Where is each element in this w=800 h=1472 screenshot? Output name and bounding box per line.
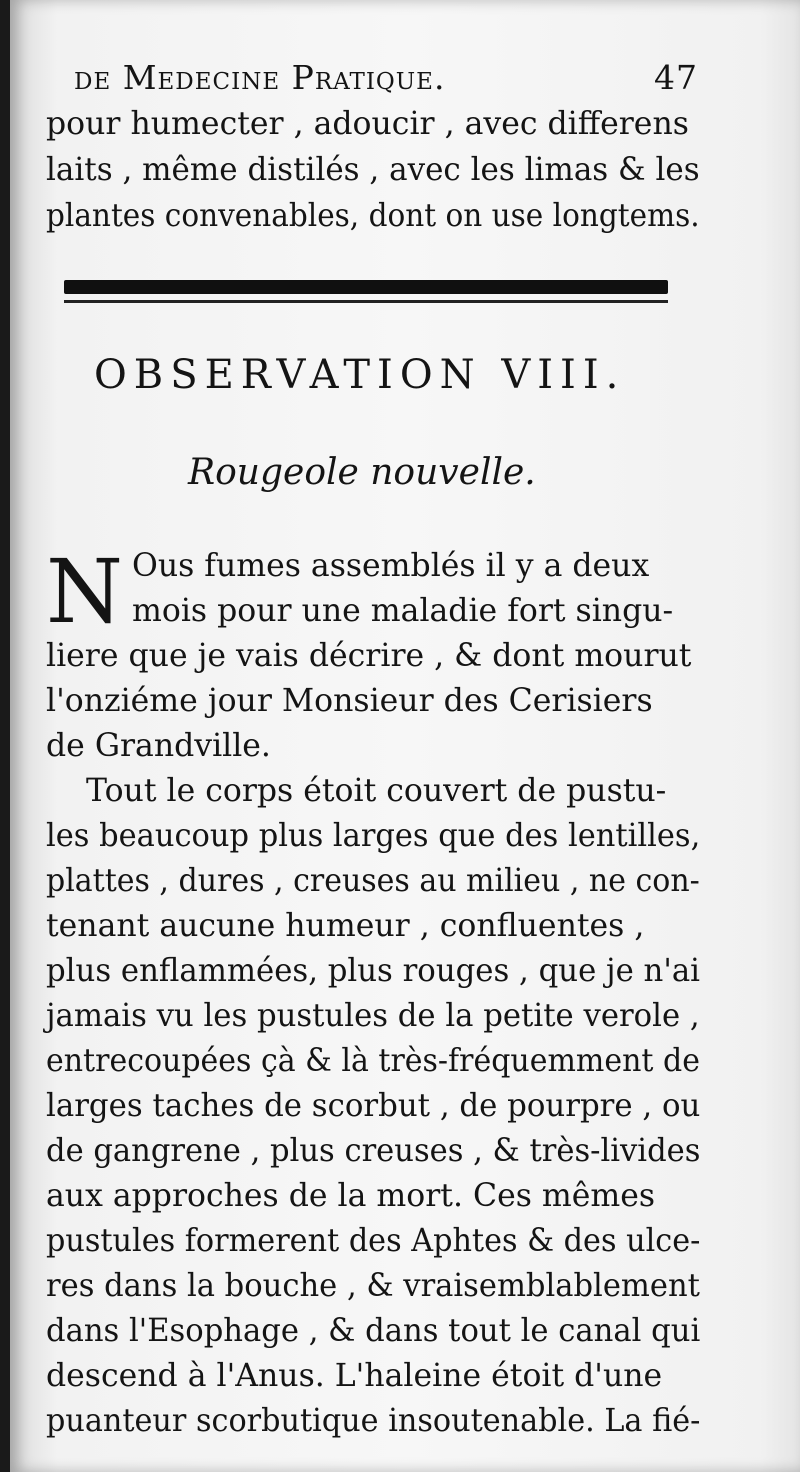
observation-subtitle: Rougeole nouvelle.: [188, 452, 536, 493]
text-line: res dans la bouche , & vraisemblablement: [46, 1268, 700, 1304]
text-line: mois pour une maladie fort singu-: [132, 593, 674, 629]
text-line: Tout le corps étoit couvert de pustu-: [86, 773, 667, 809]
text-line: descend à l'Anus. L'haleine étoit d'une: [46, 1358, 663, 1394]
observation-title: OBSERVATION VIII.: [94, 352, 626, 398]
section-rule-thin: [64, 300, 668, 303]
text-line: pour humecter , adoucir , avec differens: [46, 106, 689, 142]
page-number: 47: [654, 58, 698, 97]
text-line: entrecoupées çà & là très-fréquemment de: [46, 1043, 700, 1079]
text-line: dans l'Esophage , & dans tout le canal qui: [46, 1313, 701, 1349]
text-line: plattes , dures , creuses au milieu , ne con-: [46, 863, 700, 899]
text-line: Ous fumes assemblés il y a deux: [132, 548, 650, 584]
text-line: plantes convenables, dont on use longtems.: [46, 198, 700, 234]
text-line: laits , même distilés , avec les limas & les: [46, 152, 700, 188]
text-line: de Grandville.: [46, 728, 271, 764]
text-line: plus enflammées, plus rouges , que je n'ai: [46, 953, 700, 989]
text-line: puanteur scorbutique insoutenable. La fié-: [46, 1403, 701, 1439]
drop-cap: N: [46, 540, 123, 643]
text-line: pustules formerent des Aphtes & des ulce-: [46, 1223, 701, 1259]
section-rule: [64, 280, 668, 294]
text-line: de gangrene , plus creuses , & très-livides: [46, 1133, 701, 1169]
text-line: les beaucoup plus larges que des lentilles,: [46, 818, 701, 854]
book-page: [10, 0, 800, 1472]
text-line: l'onziéme jour Monsieur des Cerisiers: [46, 683, 653, 719]
text-line: aux approches de la mort. Ces mêmes: [46, 1178, 656, 1214]
text-line: jamais vu les pustules de la petite verole ,: [46, 998, 700, 1034]
running-title: de Medecine Pratique.: [74, 58, 446, 97]
text-line: liere que je vais décrire , & dont mourut: [46, 638, 692, 674]
text-line: tenant aucune humeur , confluentes ,: [46, 908, 645, 944]
running-header: [74, 58, 698, 97]
text-line: larges taches de scorbut , de pourpre , ou: [46, 1088, 701, 1124]
